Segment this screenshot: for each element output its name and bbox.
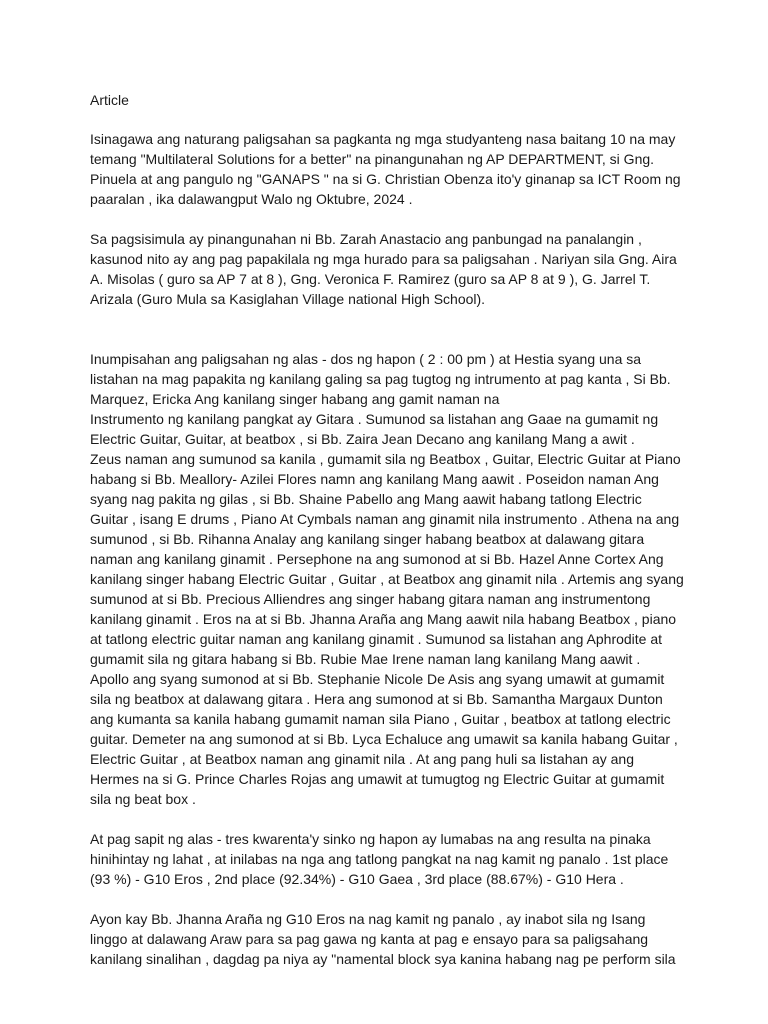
text-line: habang si Bb. Meallory- Azilei Flores namn ang kanilang Mang aawit . Poseidon naman Ang [90,471,659,487]
paragraph-results [90,829,680,889]
text-line: Instrumento ng kanilang pangkat ay Gitara . Sumunod sa listahan ang Gaae na gumamit ng [90,411,659,427]
text-line: Guitar , isang E drums , Piano At Cymbals naman ang ginamit nila instrumento . Athena na ang [90,511,680,527]
text-line: Electric Guitar , at Beatbox naman ang ginamit nila . At ang pang huli sa listahan ay ang [90,751,634,767]
text-line: Ayon kay Bb. Jhanna Araña ng G10 Eros na nag kamit ng panalo , ay inabot sila ng Isang [90,911,646,927]
text-line: sumunod at si Bb. Precious Alliendres ang singer habang gitara naman ang instrumentong [90,591,651,607]
text-line: kanilang ginamit . Eros na at si Bb. Jhanna Araña ang Mang aawit nila habang Beatbox , piano [90,611,677,627]
text-line: At pag sapit ng alas - tres kwarenta'y sinko ng hapon ay lumabas na ang resulta na pinaka [90,831,651,847]
text-line: Sa pagsisimula ay pinangunahan ni Bb. Zarah Anastacio ang panbungad na panalangin , [90,231,642,247]
text-line: kanilang singer habang Electric Guitar , Guitar , at Beatbox ang ginamit nila . Artemis ang syang [90,571,684,587]
text-line: Zeus naman ang sumunod sa kanila , gumamit sila ng Beatbox , Guitar, Electric Guitar at Piano [90,451,681,467]
text-line: linggo at dalawang Araw para sa pag gawa ng kanta at pag e ensayo para sa paligsahang [90,931,649,947]
text-line: Marquez, Ericka Ang kanilang singer habang ang gamit naman na [90,391,500,407]
text-line: Pinuela at ang pangulo ng "GANAPS " na si G. Christian Obenza ito'y ginanap sa ICT Room ng [90,171,681,187]
text-line: Inumpisahan ang paligsahan ng alas - dos ng hapon ( 2 : 00 pm ) at Hestia syang una sa [90,351,642,367]
text-line: sila ng beat box . [90,791,196,807]
text-line: temang "Multilateral Solutions for a better" na pinangunahan ng AP DEPARTMENT, si Gng. [90,151,655,167]
text-line: kasunod nito ay ang pag papakilala ng mga hurado para sa paligsahan . Nariyan sila Gng. Aira [90,251,677,267]
text-line: gumamit sila ng gitara habang si Bb. Rubie Mae Irene naman lang kanilang Mang aawit . [90,651,641,667]
text-line: syang nag pakita ng gilas , si Bb. Shaine Pabello ang Mang aawit habang tatlong Electric [90,491,642,507]
text-line: naman ang kanilang ginamit . Persephone na ang sumonod at si Bb. Hazel Anne Cortex Ang [90,551,664,567]
document-title: Article [90,92,129,108]
text-line: sumunod , si Bb. Rihanna Analay ang kanilang singer habang beatbox at dalawang gitara [90,531,645,547]
paragraph-intro [90,129,680,209]
text-line: Isinagawa ang naturang paligsahan sa pagkanta ng mga studyanteng nasa baitang 10 na may [90,131,676,147]
text-line: guitar. Demeter na ang sumonod at si Bb. Lyca Echaluce ang umawit sa kanila habang Guitar , [90,731,678,747]
paragraph-interview [90,909,680,969]
text-line: listahan na mag papakita ng kanilang galing sa pag tugtog ng intrumento at pag kanta , Si Bb. [90,371,671,387]
text-line: sila ng beatbox at dalawang gitara . Hera ang sumonod at si Bb. Samantha Margaux Dunton [90,691,663,707]
text-line: ang kumanta sa kanila habang gumamit naman sila Piano , Guitar , beatbox at tatlong electric [90,711,671,727]
text-line: Electric Guitar, Guitar, at beatbox , si Bb. Zaira Jean Decano ang kanilang Mang a awit . [90,431,635,447]
text-line: kanilang sinalihan , dagdag pa niya ay "namental block sya kanina habang nag pe perform sila [90,951,676,967]
text-line: at tatlong electric guitar naman ang kanilang ginamit . Sumunod sa listahan ang Aphrodite at [90,631,663,647]
text-line: hinihintay ng lahat , at inilabas na nga ang tatlong pangkat na nag kamit ng panalo . 1st place [90,851,669,867]
text-line: paaralan , ika dalawangput Walo ng Oktubre, 2024 . [90,191,413,207]
text-line: Arizala (Guro Mula sa Kasiglahan Village national High School). [90,291,486,307]
text-line: A. Misolas ( guro sa AP 7 at 8 ), Gng. Veronica F. Ramirez (guro sa AP 8 at 9 ), G. Jarrel T. [90,271,651,287]
paragraph-opening [90,229,680,309]
paragraph-performances [90,349,684,809]
text-line: Hermes na si G. Prince Charles Rojas ang umawit at tumugtog ng Electric Guitar at gumamit [90,771,665,787]
text-line: (93 %) - G10 Eros , 2nd place (92.34%) - G10 Gaea , 3rd place (88.67%) - G10 Hera . [90,871,624,887]
text-line: Apollo ang syang sumonod at si Bb. Stephanie Nicole De Asis ang syang umawit at gumamit [90,671,665,687]
